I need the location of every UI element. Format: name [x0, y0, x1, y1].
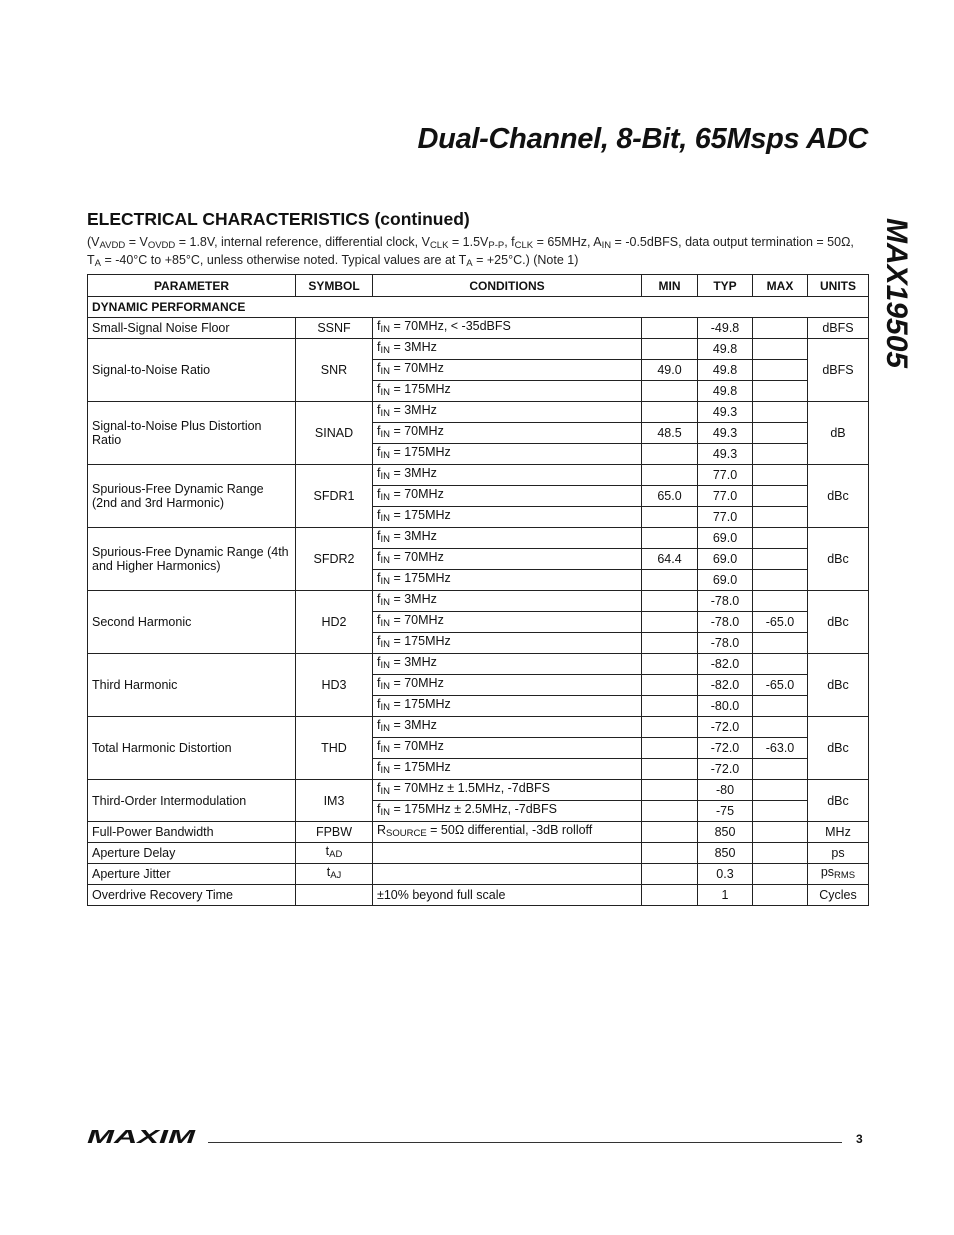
conditions-subscript: CLK: [514, 240, 534, 251]
condition-subscript: IN: [380, 513, 390, 524]
section-row: [88, 297, 869, 318]
condition-subscript: IN: [380, 429, 390, 440]
conditions-cell: $f_{IN} = 175MHz \pm 2.5MHz$, -7dBFS: [373, 801, 642, 822]
min-cell: [642, 885, 698, 906]
max-cell: [753, 780, 808, 801]
condition-subscript: IN: [380, 366, 390, 377]
min-cell: [642, 570, 698, 591]
min-cell: [642, 780, 698, 801]
min-cell: [642, 612, 698, 633]
typ-cell: 77.0: [698, 486, 753, 507]
parameter-cell: Third-Order Intermodulation: [88, 780, 296, 822]
typ-cell: -49.8: [698, 318, 753, 339]
typ-cell: 49.3: [698, 402, 753, 423]
condition-subscript: IN: [380, 681, 390, 692]
table-row: [88, 717, 869, 738]
condition-subscript: IN: [380, 723, 390, 734]
header-conditions: CONDITIONS: [373, 275, 642, 297]
condition-subscript: IN: [380, 618, 390, 629]
units-cell: dBc: [808, 528, 869, 591]
max-cell: [753, 507, 808, 528]
typ-cell: 1: [698, 885, 753, 906]
condition-subscript: IN: [380, 471, 390, 482]
condition-subscript: SOURCE: [386, 828, 427, 839]
header-row: [88, 275, 869, 297]
condition-subscript: IN: [380, 387, 390, 398]
footer-rule: [208, 1142, 842, 1143]
electrical-characteristics-table: [87, 274, 869, 906]
conditions-cell: $f_{IN} = 175MHz$: [373, 570, 642, 591]
conditions-cell: $f_{IN} = 70MHz$: [373, 486, 642, 507]
max-cell: [753, 318, 808, 339]
table-row: [88, 339, 869, 360]
units-cell: ps: [808, 843, 869, 864]
condition-subscript: IN: [380, 786, 390, 797]
table-row: [88, 885, 869, 906]
min-cell: [642, 402, 698, 423]
symbol-subscript: AJ: [330, 870, 342, 881]
condition-subscript: IN: [380, 576, 390, 587]
max-cell: [753, 822, 808, 843]
conditions-subscript: A: [466, 258, 473, 269]
min-cell: [642, 318, 698, 339]
max-cell: [753, 339, 808, 360]
conditions-subscript: AVDD: [99, 240, 126, 251]
min-cell: [642, 675, 698, 696]
symbol-cell: IM3: [296, 780, 373, 822]
typ-cell: -72.0: [698, 738, 753, 759]
typ-cell: 850: [698, 822, 753, 843]
conditions-cell: $f_{IN} = 70MHz \pm 1.5MHz$, -7dBFS: [373, 780, 642, 801]
max-cell: [753, 570, 808, 591]
conditions-cell: $f_{IN} = 175MHz$: [373, 381, 642, 402]
header-parameter: PARAMETER: [88, 275, 296, 297]
conditions-cell: $f_{IN} = 70MHz$: [373, 738, 642, 759]
conditions-cell: [373, 843, 642, 864]
min-cell: [642, 801, 698, 822]
max-cell: -63.0: [753, 738, 808, 759]
min-cell: [642, 822, 698, 843]
conditions-cell: $f_{IN} = 3MHz$: [373, 528, 642, 549]
parameter-cell: Small-Signal Noise Floor: [88, 318, 296, 339]
units-cell: dBc: [808, 591, 869, 654]
min-cell: [642, 843, 698, 864]
typ-cell: 77.0: [698, 507, 753, 528]
typ-cell: 69.0: [698, 570, 753, 591]
parameter-cell: Total Harmonic Distortion: [88, 717, 296, 780]
header-units: UNITS: [808, 275, 869, 297]
symbol-cell: HD2: [296, 591, 373, 654]
conditions-cell: $f_{IN} = 70MHz$: [373, 612, 642, 633]
table-row: [88, 822, 869, 843]
units-subscript: RMS: [834, 870, 856, 881]
table-row: [88, 465, 869, 486]
typ-cell: 49.8: [698, 381, 753, 402]
condition-subscript: IN: [380, 450, 390, 461]
typ-cell: 49.3: [698, 444, 753, 465]
condition-subscript: IN: [380, 744, 390, 755]
conditions-cell: $f_{IN} = 3MHz$: [373, 591, 642, 612]
table-row: [88, 318, 869, 339]
test-conditions: ($V_{AVDD} = V_{OVDD} = 1.8V$, internal reference, differential clock, $V_{CLK} = 1.5V_{P-P}$, $f_{CLK} = 65MHz$, $A_{IN}$ = -0.5dBFS, data output termination = 50Ω, $T_A = -40^\circ C$ to +85°C, unless otherwise noted. Typical values are at $T_A = +25^\circ C$.) (Note 1): [87, 235, 854, 269]
max-cell: -65.0: [753, 675, 808, 696]
conditions-subscript: IN: [601, 240, 612, 251]
table-row: [88, 843, 869, 864]
typ-cell: 77.0: [698, 465, 753, 486]
parameter-cell: Overdrive Recovery Time: [88, 885, 296, 906]
typ-cell: 69.0: [698, 528, 753, 549]
typ-cell: -78.0: [698, 633, 753, 654]
condition-subscript: IN: [380, 534, 390, 545]
min-cell: [642, 339, 698, 360]
conditions-cell: $f_{IN} = 70MHz$: [373, 423, 642, 444]
parameter-cell: Signal-to-Noise Ratio: [88, 339, 296, 402]
min-cell: [642, 591, 698, 612]
units-cell: Cycles: [808, 885, 869, 906]
section-label: DYNAMIC PERFORMANCE: [88, 297, 869, 318]
units-cell: dBc: [808, 654, 869, 717]
typ-cell: 49.8: [698, 360, 753, 381]
conditions-cell: $R_{SOURCE} = 50\Omega$ differential, -3dB rolloff: [373, 822, 642, 843]
max-cell: [753, 759, 808, 780]
units-cell: dBc: [808, 465, 869, 528]
units-cell: dBc: [808, 780, 869, 822]
min-cell: [642, 738, 698, 759]
conditions-cell: $f_{IN} = 70MHz$: [373, 675, 642, 696]
symbol-cell: HD3: [296, 654, 373, 717]
condition-subscript: IN: [380, 639, 390, 650]
part-number-text: MAX19505: [880, 218, 913, 369]
table-body: [88, 297, 869, 906]
conditions-cell: $f_{IN} = 175MHz$: [373, 444, 642, 465]
typ-cell: 49.3: [698, 423, 753, 444]
units-cell: $ps_{RMS}$: [808, 864, 869, 885]
max-cell: [753, 843, 808, 864]
typ-cell: 0.3: [698, 864, 753, 885]
max-cell: [753, 885, 808, 906]
max-cell: [753, 465, 808, 486]
condition-subscript: IN: [380, 702, 390, 713]
typ-cell: 850: [698, 843, 753, 864]
symbol-cell: $t_{AD}$: [296, 843, 373, 864]
conditions-cell: $f_{IN} = 3MHz$: [373, 339, 642, 360]
max-cell: [753, 801, 808, 822]
typ-cell: 49.8: [698, 339, 753, 360]
parameter-cell: Second Harmonic: [88, 591, 296, 654]
max-cell: [753, 423, 808, 444]
max-cell: [753, 696, 808, 717]
max-cell: [753, 402, 808, 423]
condition-subscript: IN: [380, 660, 390, 671]
parameter-cell: Full-Power Bandwidth: [88, 822, 296, 843]
conditions-cell: $f_{IN} = 3MHz$: [373, 402, 642, 423]
symbol-cell: FPBW: [296, 822, 373, 843]
typ-cell: -72.0: [698, 717, 753, 738]
typ-cell: -78.0: [698, 591, 753, 612]
units-cell: dBc: [808, 717, 869, 780]
table-row: [88, 864, 869, 885]
typ-cell: -80.0: [698, 696, 753, 717]
min-cell: 48.5: [642, 423, 698, 444]
table-row: [88, 402, 869, 423]
parameter-cell: Aperture Delay: [88, 843, 296, 864]
min-cell: [642, 507, 698, 528]
parameter-cell: Third Harmonic: [88, 654, 296, 717]
conditions-cell: $f_{IN} = 3MHz$: [373, 717, 642, 738]
min-cell: [642, 654, 698, 675]
min-cell: [642, 381, 698, 402]
min-cell: [642, 444, 698, 465]
max-cell: [753, 864, 808, 885]
conditions-cell: [373, 864, 642, 885]
max-cell: [753, 381, 808, 402]
symbol-cell: SSNF: [296, 318, 373, 339]
table-row: [88, 654, 869, 675]
max-cell: [753, 486, 808, 507]
typ-cell: -82.0: [698, 675, 753, 696]
table-row: [88, 780, 869, 801]
units-cell: dBFS: [808, 339, 869, 402]
min-cell: [642, 759, 698, 780]
units-cell: MHz: [808, 822, 869, 843]
table-row: [88, 528, 869, 549]
document-title: Dual-Channel, 8-Bit, 65Msps ADC: [417, 123, 868, 155]
maxim-logo-text: MAXIM: [87, 1129, 197, 1145]
units-cell: dB: [808, 402, 869, 465]
parameter-cell: Signal-to-Noise Plus Distortion Ratio: [88, 402, 296, 465]
conditions-cell: $f_{IN} = 70MHz$: [373, 549, 642, 570]
header-typ: TYP: [698, 275, 753, 297]
min-cell: 49.0: [642, 360, 698, 381]
parameter-cell: Spurious-Free Dynamic Range (4th and Higher Harmonics): [88, 528, 296, 591]
conditions-subscript: P-P: [488, 240, 505, 251]
conditions-cell: $f_{IN} = 175MHz$: [373, 633, 642, 654]
condition-subscript: IN: [380, 492, 390, 503]
maxim-logo: [87, 1129, 199, 1150]
conditions-cell: ±10% beyond full scale: [373, 885, 642, 906]
max-cell: [753, 654, 808, 675]
min-cell: [642, 717, 698, 738]
max-cell: [753, 633, 808, 654]
typ-cell: -80: [698, 780, 753, 801]
typ-cell: -78.0: [698, 612, 753, 633]
min-cell: [642, 696, 698, 717]
min-cell: [642, 528, 698, 549]
conditions-cell: $f_{IN} = 70MHz$, < -35dBFS: [373, 318, 642, 339]
units-cell: dBFS: [808, 318, 869, 339]
side-part-number: [878, 218, 924, 398]
max-cell: [753, 717, 808, 738]
symbol-cell: $t_{AJ}$: [296, 864, 373, 885]
typ-cell: 69.0: [698, 549, 753, 570]
min-cell: 64.4: [642, 549, 698, 570]
typ-cell: -75: [698, 801, 753, 822]
symbol-cell: THD: [296, 717, 373, 780]
condition-subscript: IN: [380, 807, 390, 818]
max-cell: [753, 591, 808, 612]
conditions-subscript: OVDD: [147, 240, 176, 251]
max-cell: [753, 360, 808, 381]
max-cell: [753, 549, 808, 570]
condition-subscript: IN: [380, 765, 390, 776]
condition-subscript: IN: [380, 597, 390, 608]
parameter-cell: Spurious-Free Dynamic Range (2nd and 3rd Harmonic): [88, 465, 296, 528]
section-title: ELECTRICAL CHARACTERISTICS (continued): [87, 209, 470, 229]
conditions-cell: $f_{IN} = 3MHz$: [373, 465, 642, 486]
symbol-cell: SFDR1: [296, 465, 373, 528]
table-row: [88, 591, 869, 612]
conditions-cell: $f_{IN} = 3MHz$: [373, 654, 642, 675]
typ-cell: -82.0: [698, 654, 753, 675]
page-number: 3: [856, 1132, 863, 1146]
max-cell: [753, 444, 808, 465]
symbol-subscript: AD: [329, 849, 343, 860]
max-cell: -65.0: [753, 612, 808, 633]
min-cell: 65.0: [642, 486, 698, 507]
symbol-cell: SINAD: [296, 402, 373, 465]
header-min: MIN: [642, 275, 698, 297]
conditions-cell: $f_{IN} = 70MHz$: [373, 360, 642, 381]
conditions-subscript: A: [94, 258, 101, 269]
parameter-cell: Aperture Jitter: [88, 864, 296, 885]
conditions-cell: $f_{IN} = 175MHz$: [373, 696, 642, 717]
conditions-subscript: CLK: [429, 240, 449, 251]
typ-cell: -72.0: [698, 759, 753, 780]
min-cell: [642, 864, 698, 885]
condition-subscript: IN: [380, 324, 390, 335]
symbol-cell: [296, 885, 373, 906]
symbol-cell: SNR: [296, 339, 373, 402]
max-cell: [753, 528, 808, 549]
conditions-cell: $f_{IN} = 175MHz$: [373, 759, 642, 780]
condition-subscript: IN: [380, 408, 390, 419]
condition-subscript: IN: [380, 555, 390, 566]
min-cell: [642, 465, 698, 486]
header-symbol: SYMBOL: [296, 275, 373, 297]
header-max: MAX: [753, 275, 808, 297]
min-cell: [642, 633, 698, 654]
conditions-cell: $f_{IN} = 175MHz$: [373, 507, 642, 528]
symbol-cell: SFDR2: [296, 528, 373, 591]
condition-subscript: IN: [380, 345, 390, 356]
